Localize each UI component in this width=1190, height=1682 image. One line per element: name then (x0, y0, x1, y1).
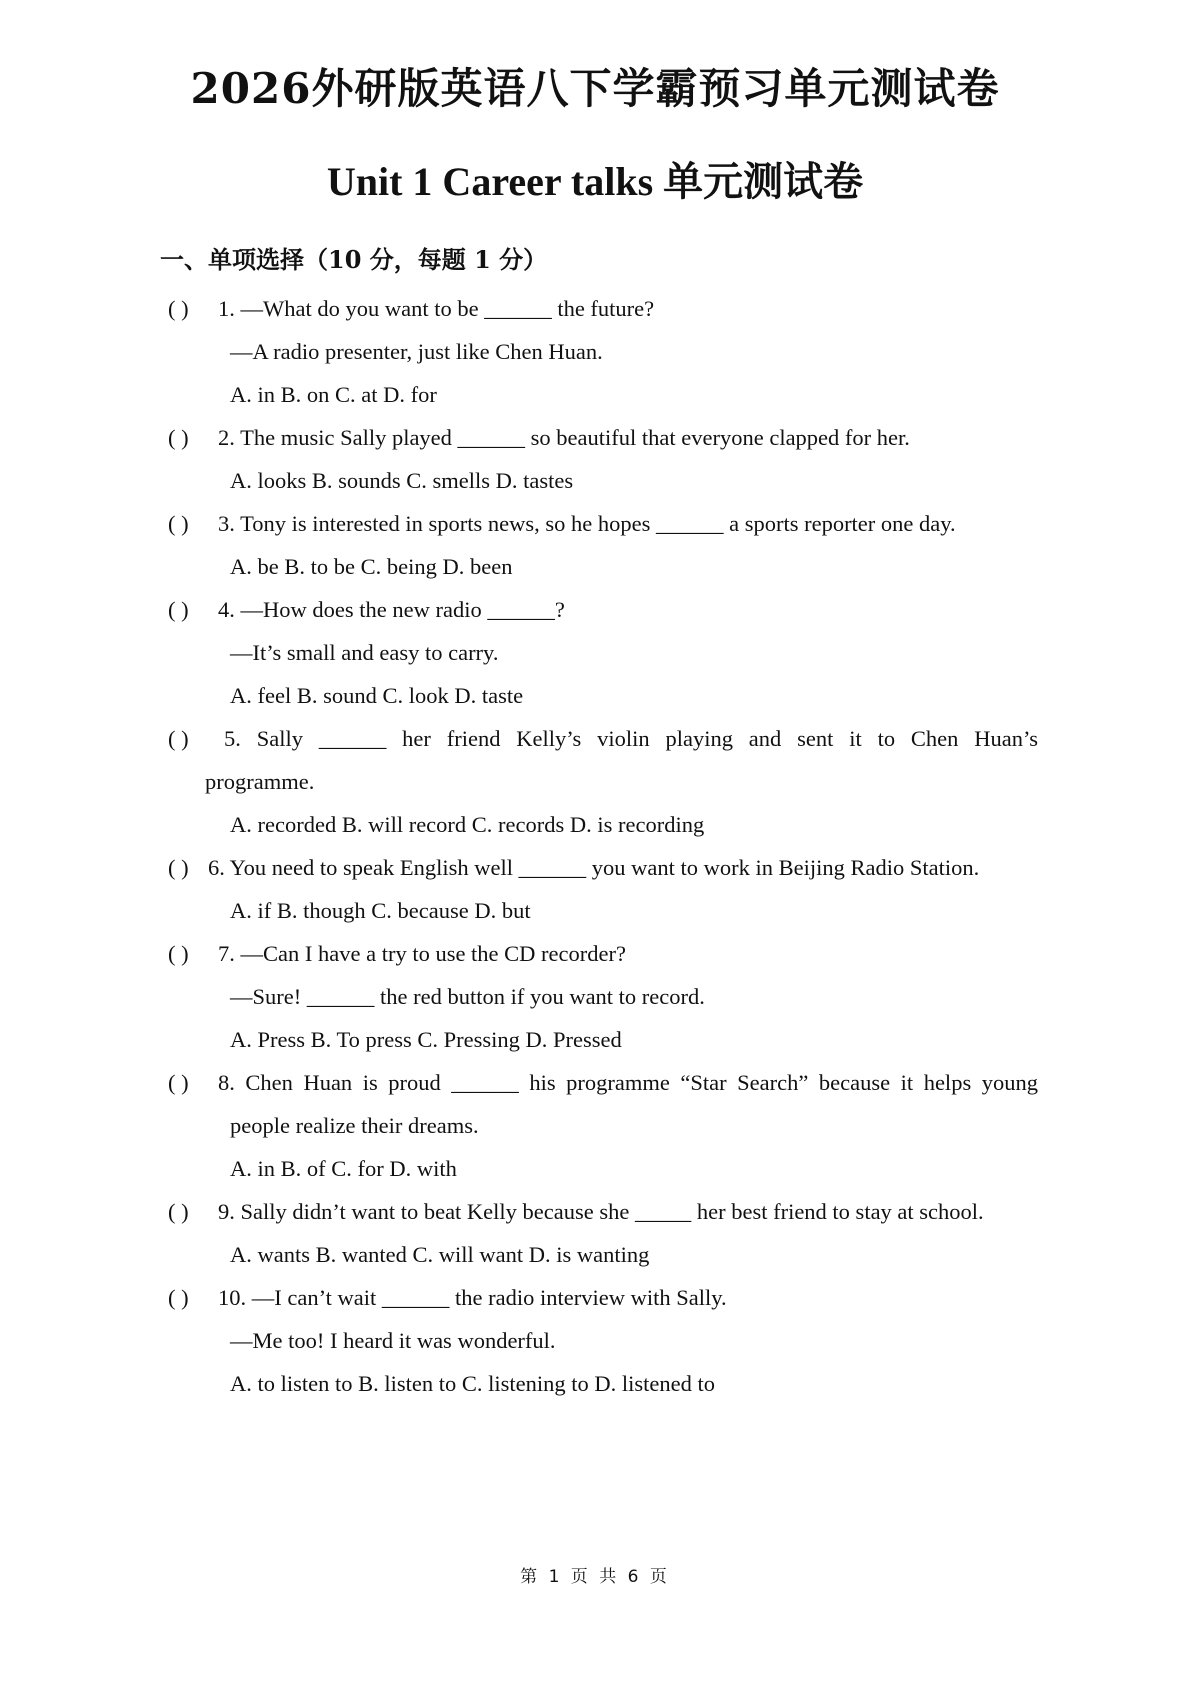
question-2-options: A. looks B. sounds C. smells D. tastes (230, 468, 574, 493)
question-4-options: A. feel B. sound C. look D. taste (230, 683, 524, 708)
answer-blank[interactable]: ( ) (168, 511, 189, 536)
answer-blank[interactable]: ( ) (168, 1285, 189, 1310)
question-3-options: A. be B. to be C. being D. been (230, 554, 513, 579)
page-number: 第 1 页 共 6 页 (520, 1567, 670, 1587)
question-5-stem-cont: programme. (205, 769, 315, 794)
answer-blank[interactable]: ( ) (168, 296, 189, 321)
answer-blank[interactable]: ( ) (168, 425, 189, 450)
question-10-reply: —Me too! I heard it was wonderful. (230, 1328, 556, 1353)
question-8 (168, 1060, 1038, 1106)
question-10-options: A. to listen to B. listen to C. listening to D. listened to (230, 1371, 715, 1396)
question-1-options: A. in B. on C. at D. for (230, 382, 437, 407)
question-6-options: A. if B. though C. because D. but (230, 898, 531, 923)
section-heading: 一、单项选择（10 分，每题 1 分） (160, 245, 548, 274)
question-1 (168, 286, 1038, 332)
question-stem: 3. Tony is interested in sports news, so he hopes ______ a sports reporter one day. (218, 511, 956, 536)
question-8-options: A. in B. of C. for D. with (230, 1156, 457, 1181)
question-5 (168, 716, 1038, 762)
question-stem: 8. Chen Huan is proud ______ his programme “Star Search” because it helps young (218, 1070, 1038, 1095)
question-9 (168, 1189, 1038, 1235)
question-6 (168, 845, 1038, 891)
question-10 (168, 1275, 1038, 1321)
question-3 (168, 501, 1038, 547)
question-stem: 7. —Can I have a try to use the CD recorder? (218, 941, 626, 966)
question-stem: 1. —What do you want to be ______ the future? (218, 296, 655, 321)
question-4-reply: —It’s small and easy to carry. (230, 640, 499, 665)
question-5-options: A. recorded B. will record C. records D. is recording (230, 812, 705, 837)
question-stem: 2. The music Sally played ______ so beautiful that everyone clapped for her. (218, 425, 910, 450)
question-stem: 6. You need to speak English well ______ you want to work in Beijing Radio Station. (208, 855, 980, 880)
question-9-options: A. wants B. wanted C. will want D. is wanting (230, 1242, 650, 1267)
question-stem: 9. Sally didn’t want to beat Kelly because she _____ her best friend to stay at school. (218, 1199, 984, 1224)
question-4 (168, 587, 1038, 633)
question-7-reply: —Sure! ______ the red button if you want to record. (230, 984, 705, 1009)
question-7-options: A. Press B. To press C. Pressing D. Pressed (230, 1027, 622, 1052)
document-title: 2026外研版英语八下学霸预习单元测试卷 (190, 64, 1000, 113)
answer-blank[interactable]: ( ) (168, 597, 189, 622)
question-1-reply: —A radio presenter, just like Chen Huan. (230, 339, 603, 364)
answer-blank[interactable]: ( ) (168, 941, 189, 966)
question-2 (168, 415, 1038, 461)
question-stem: 5. Sally ______ her friend Kelly’s violin playing and sent it to Chen Huan’s (224, 726, 1038, 751)
question-stem: 10. —I can’t wait ______ the radio interview with Sally. (218, 1285, 727, 1310)
answer-blank[interactable]: ( ) (168, 855, 189, 880)
answer-blank[interactable]: ( ) (168, 726, 189, 751)
question-7 (168, 931, 1038, 977)
question-8-stem-cont: people realize their dreams. (230, 1113, 479, 1138)
unit-title: Unit 1 Career talks 单元测试卷 (326, 159, 864, 204)
question-stem: 4. —How does the new radio ______? (218, 597, 565, 622)
answer-blank[interactable]: ( ) (168, 1070, 189, 1095)
answer-blank[interactable]: ( ) (168, 1199, 189, 1224)
